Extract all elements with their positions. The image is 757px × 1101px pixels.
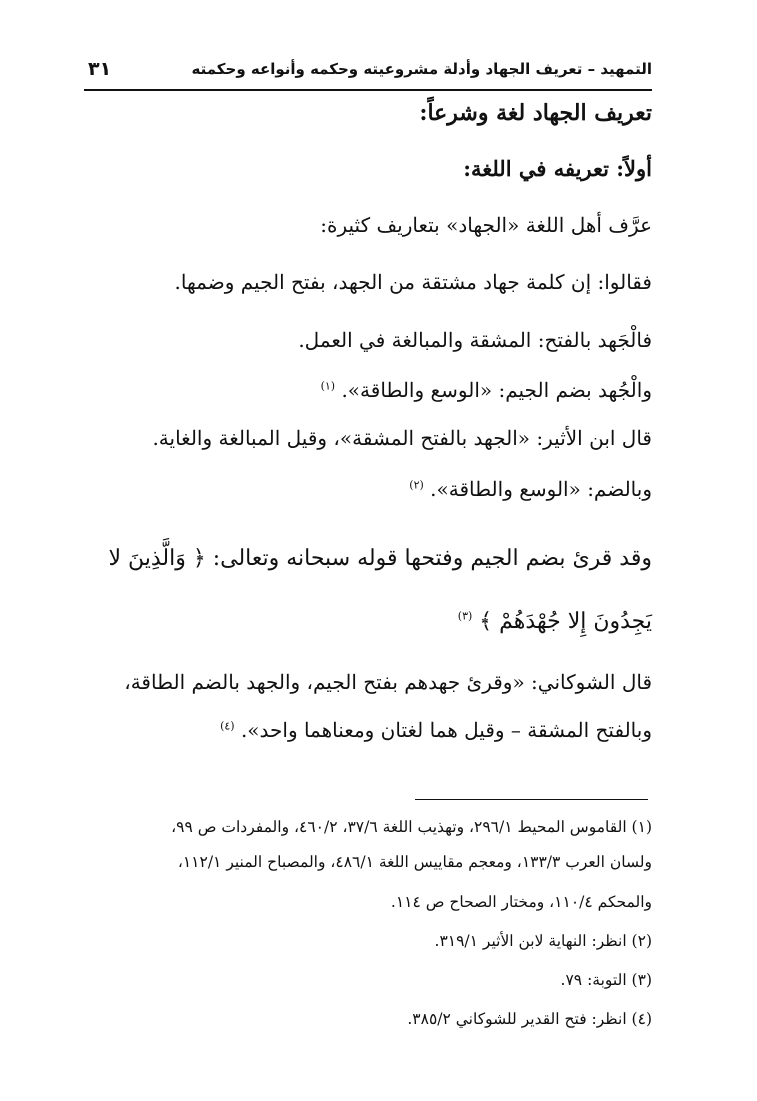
footnote-line: والمحكم ١١٠/٤، ومختار الصحاح ص ١١٤. [390,893,652,911]
footnote-ref: (٢) [409,478,424,492]
paragraph-text: وبالضم: «الوسع والطاقة». [430,477,652,501]
footnote-line: (٢) انظر: النهاية لابن الأثير ٣١٩/١. [434,932,652,950]
paragraph-text: وبالفتح المشقة – وقيل هما لغتان ومعناهما واحد». [240,718,652,742]
paragraph-line: قال ابن الأثير: «الجهد بالفتح المشقة»، وقيل المبالغة والغاية. [152,426,652,450]
paragraph-text: والْجُهد بضم الجيم: «الوسع والطاقة». [341,378,652,402]
paragraph-line: فقالوا: إن كلمة جهاد مشتقة من الجهد، بفتح الجيم وضمها. [174,270,652,294]
header-title: التمهيد – تعريف الجهاد وأدلة مشروعيته وحكمه وأنواعه وحكمته [191,60,652,78]
header-divider [84,89,652,91]
quran-verse-line [458,609,652,634]
footnote-line: (٣) التوبة: ٧٩. [560,971,652,989]
footnote-line: (٤) انظر: فتح القدير للشوكاني ٣٨٥/٢. [407,1010,652,1028]
section-heading: تعريف الجهاد لغة وشرعاً: [419,100,652,126]
running-header [84,58,652,88]
paragraph-line-with-ref [321,378,652,402]
paragraph-line: قال الشوكاني: «وقرئ جهدهم بفتح الجيم، والجهد بالضم الطاقة، [124,670,652,694]
footnote-ref: (٣) [457,609,473,623]
footnote-ref: (٤) [220,719,235,733]
footnote-line: ولسان العرب ١٣٣/٣، ومعجم مقاييس اللغة ٤٨٦/١، والمصباح المنير ١١٢/١، [177,853,652,871]
paragraph-line: عرَّف أهل اللغة «الجهاد» بتعاريف كثيرة: [320,213,652,237]
quran-verse: يَجِدُونَ إِلا جُهْدَهُمْ ﴾ [479,609,652,634]
paragraph-line-with-ref [409,477,652,501]
paragraph-line: فالْجَهد بالفتح: المشقة والمبالغة في العمل. [298,328,652,352]
paragraph-line-with-ref [220,718,652,742]
footnote-ref: (١) [320,379,336,393]
footnote-divider [415,799,648,800]
footnote-line: (١) القاموس المحيط ٢٩٦/١، وتهذيب اللغة ٣٧/٦، ٤٦٠/٢، والمفردات ص ٩٩، [171,818,652,836]
paragraph-line: وقد قرئ بضم الجيم وفتحها قوله سبحانه وتعالى: ﴿ وَالَّذِينَ لا [108,546,652,571]
subsection-heading: أولاً: تعريفه في اللغة: [463,156,652,181]
page-number: ٣١ [88,58,112,80]
